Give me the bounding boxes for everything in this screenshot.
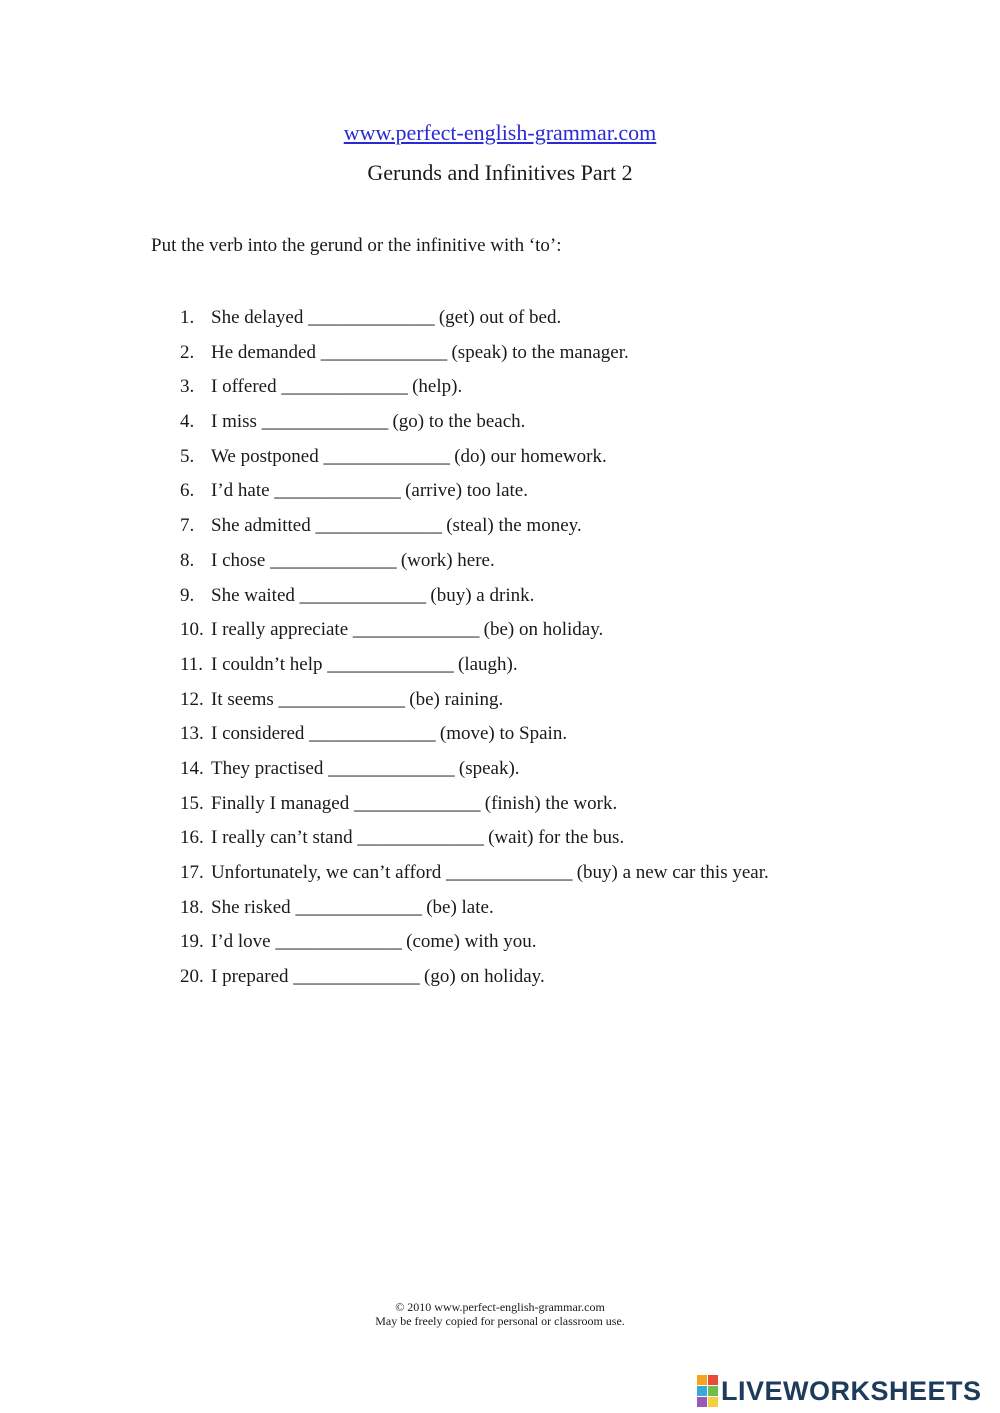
exercise-verb: (speak) to the manager. bbox=[451, 341, 629, 363]
exercise-number: 8. bbox=[180, 549, 195, 571]
exercise-number: 3. bbox=[180, 376, 195, 398]
exercise-number: 16. bbox=[180, 827, 204, 849]
exercise-verb: (laugh). bbox=[458, 653, 518, 675]
answer-blank[interactable]: ______________ bbox=[308, 307, 435, 328]
answer-blank[interactable]: ______________ bbox=[315, 515, 442, 537]
exercise-number: 15. bbox=[180, 792, 204, 814]
answer-blank[interactable]: ______________ bbox=[274, 480, 401, 502]
exercise-number: 19. bbox=[180, 931, 204, 953]
exercise-item bbox=[180, 548, 769, 583]
answer-blank[interactable]: ______________ bbox=[357, 827, 484, 849]
exercise-item bbox=[180, 895, 769, 930]
exercise-item bbox=[180, 860, 769, 895]
logo-block bbox=[708, 1375, 718, 1385]
exercise-prompt: I miss bbox=[211, 411, 257, 433]
exercise-item bbox=[180, 791, 769, 826]
answer-blank[interactable]: ______________ bbox=[328, 757, 455, 779]
exercise-prompt: I couldn’t help bbox=[211, 653, 323, 675]
exercise-item bbox=[180, 617, 769, 652]
exercise-prompt: I offered bbox=[211, 376, 277, 398]
exercise-list bbox=[180, 305, 769, 999]
exercise-item bbox=[180, 583, 769, 618]
instruction-text: Put the verb into the gerund or the infinitive with ‘to’: bbox=[151, 235, 562, 256]
license-line: May be freely copied for personal or classroom use. bbox=[375, 1314, 625, 1328]
exercise-prompt: I really can’t stand bbox=[211, 827, 353, 849]
exercise-item bbox=[180, 444, 769, 479]
exercise-number: 7. bbox=[180, 515, 195, 537]
answer-blank[interactable]: ______________ bbox=[320, 341, 447, 363]
exercise-verb: (buy) a drink. bbox=[430, 584, 535, 606]
exercise-item bbox=[180, 478, 769, 513]
exercise-prompt: I really appreciate bbox=[211, 619, 349, 641]
exercise-item bbox=[180, 513, 769, 548]
exercise-verb: (wait) for the bus. bbox=[488, 827, 625, 849]
exercise-verb: (work) here. bbox=[400, 549, 495, 571]
exercise-verb: (get) out of bed. bbox=[438, 307, 562, 328]
exercise-verb: (be) late. bbox=[426, 896, 494, 918]
exercise-verb: (be) on holiday. bbox=[483, 619, 604, 641]
logo-block bbox=[697, 1397, 707, 1407]
exercise-item bbox=[180, 374, 769, 409]
exercise-item bbox=[180, 756, 769, 791]
exercise-item bbox=[180, 305, 769, 340]
exercise-number: 13. bbox=[180, 723, 204, 745]
site-link[interactable]: www.perfect-english-grammar.com bbox=[343, 120, 657, 145]
exercise-number: 18. bbox=[180, 896, 204, 918]
answer-blank[interactable]: ______________ bbox=[445, 862, 572, 883]
exercise-number: 4. bbox=[180, 411, 195, 433]
exercise-prompt: He demanded bbox=[211, 341, 316, 363]
exercise-verb: (speak). bbox=[458, 757, 520, 779]
exercise-prompt: She delayed bbox=[211, 307, 304, 328]
exercise-number: 12. bbox=[180, 688, 204, 710]
exercise-number: 11. bbox=[180, 653, 204, 675]
answer-blank[interactable]: ______________ bbox=[281, 376, 408, 398]
exercise-prompt: I considered bbox=[211, 723, 305, 745]
exercise-verb: (finish) the work. bbox=[484, 792, 618, 814]
exercise-item bbox=[180, 409, 769, 444]
liveworksheets-brand[interactable] bbox=[697, 1376, 982, 1406]
exercise-prompt: I prepared bbox=[211, 966, 289, 988]
exercise-prompt: She waited bbox=[211, 584, 295, 606]
exercise-verb: (buy) a new car this year. bbox=[576, 862, 769, 883]
copyright-line: © 2010 www.perfect-english-grammar.com bbox=[395, 1300, 605, 1314]
exercise-number: 20. bbox=[180, 966, 204, 988]
exercise-verb: (help). bbox=[412, 376, 463, 398]
answer-blank[interactable]: ______________ bbox=[309, 723, 436, 745]
liveworksheets-logo-icon bbox=[697, 1375, 718, 1407]
answer-blank[interactable]: ______________ bbox=[354, 792, 480, 814]
exercise-item bbox=[180, 721, 769, 756]
answer-blank[interactable]: ______________ bbox=[293, 966, 420, 988]
exercise-verb: (come) with you. bbox=[406, 931, 537, 953]
exercise-prompt: She risked bbox=[211, 896, 291, 918]
answer-blank[interactable]: ______________ bbox=[261, 411, 388, 433]
logo-block bbox=[697, 1386, 707, 1396]
answer-blank[interactable]: ______________ bbox=[295, 896, 422, 918]
answer-blank[interactable]: ______________ bbox=[327, 653, 454, 675]
logo-block bbox=[708, 1386, 718, 1396]
exercise-prompt: They practised bbox=[211, 757, 324, 779]
exercise-verb: (do) our homework. bbox=[454, 445, 607, 467]
exercise-prompt: We postponed bbox=[211, 445, 319, 467]
exercise-number: 9. bbox=[180, 584, 195, 606]
exercise-item bbox=[180, 964, 769, 999]
brand-text: LIVEWORKSHEETS bbox=[721, 1375, 982, 1406]
logo-block bbox=[708, 1397, 718, 1407]
exercise-number: 17. bbox=[180, 862, 204, 883]
exercise-item bbox=[180, 929, 769, 964]
exercise-number: 5. bbox=[180, 445, 195, 467]
exercise-number: 1. bbox=[180, 307, 195, 328]
answer-blank[interactable]: ______________ bbox=[299, 584, 426, 606]
exercise-verb: (go) to the beach. bbox=[392, 411, 526, 433]
exercise-prompt: Finally I managed bbox=[211, 792, 350, 814]
footer bbox=[0, 1300, 1000, 1328]
answer-blank[interactable]: ______________ bbox=[270, 549, 397, 571]
exercise-number: 2. bbox=[180, 341, 195, 363]
exercise-prompt: I’d hate bbox=[211, 480, 270, 502]
worksheet-title: Gerunds and Infinitives Part 2 bbox=[367, 160, 633, 185]
answer-blank[interactable]: ______________ bbox=[275, 931, 402, 953]
exercise-prompt: I chose bbox=[211, 549, 266, 571]
exercise-prompt: She admitted bbox=[211, 515, 311, 537]
answer-blank[interactable]: ______________ bbox=[278, 688, 405, 710]
exercise-item bbox=[180, 340, 769, 375]
exercise-prompt: I’d love bbox=[211, 931, 271, 953]
logo-block bbox=[697, 1375, 707, 1385]
exercise-prompt: Unfortunately, we can’t afford bbox=[211, 862, 442, 883]
answer-blank[interactable]: ______________ bbox=[323, 445, 450, 467]
exercise-number: 14. bbox=[180, 757, 204, 779]
exercise-item bbox=[180, 687, 769, 722]
exercise-verb: (move) to Spain. bbox=[439, 723, 568, 745]
exercise-verb: (be) raining. bbox=[409, 688, 504, 710]
exercise-verb: (arrive) too late. bbox=[405, 480, 528, 502]
exercise-number: 6. bbox=[180, 480, 195, 502]
exercise-verb: (steal) the money. bbox=[446, 515, 582, 537]
exercise-prompt: It seems bbox=[211, 688, 274, 710]
exercise-item bbox=[180, 825, 769, 860]
exercise-number: 10. bbox=[180, 619, 204, 641]
exercise-verb: (go) on holiday. bbox=[424, 966, 545, 988]
answer-blank[interactable]: ______________ bbox=[352, 619, 479, 641]
exercise-item bbox=[180, 652, 769, 687]
